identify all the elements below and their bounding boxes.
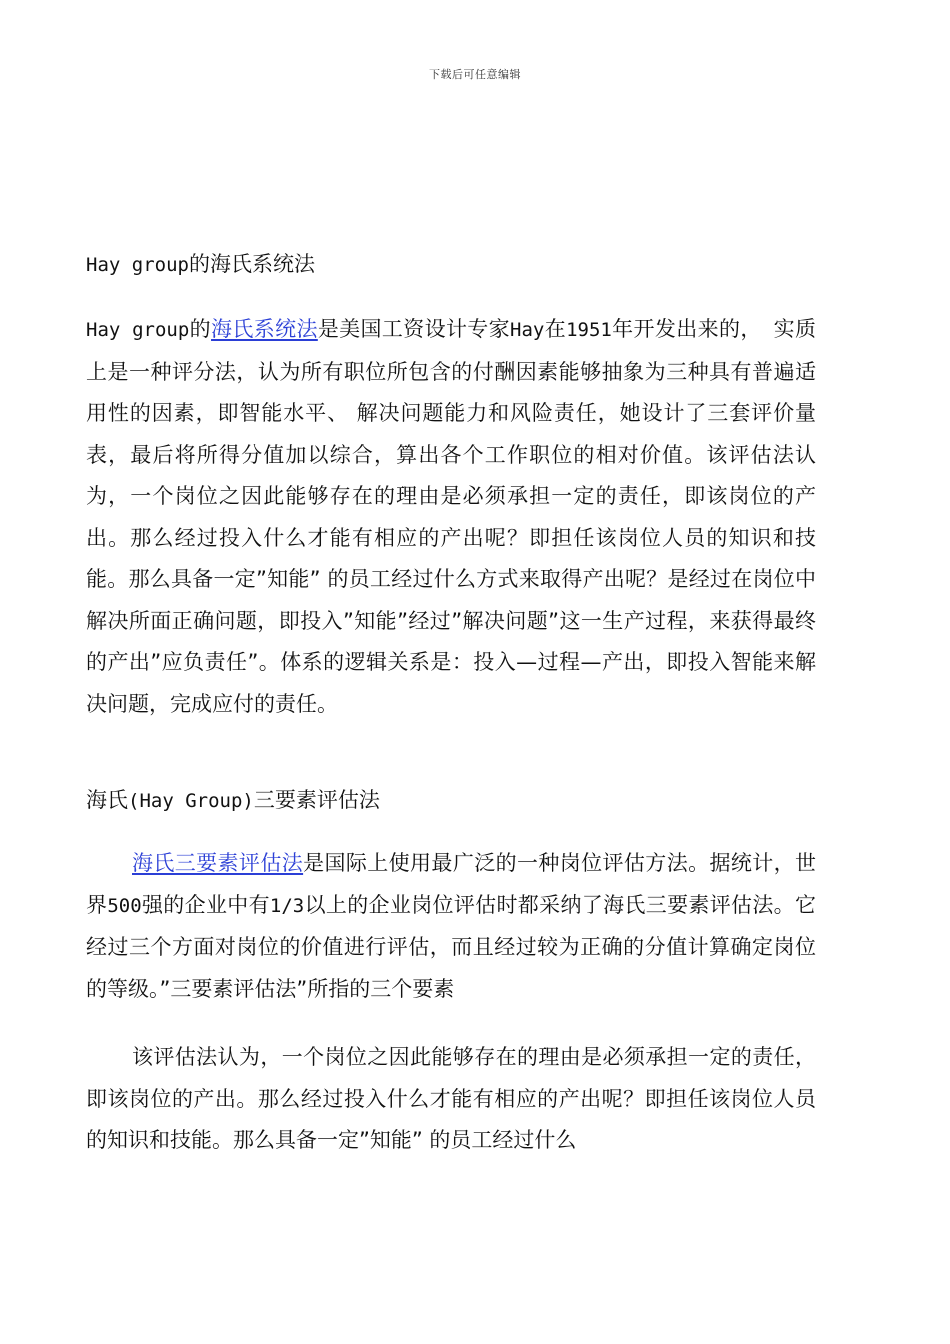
section-heading-hay-system — [86, 244, 816, 285]
para-latin-prefix: Hay group — [86, 319, 190, 341]
para-text-segment: 强的企业中有 — [141, 892, 270, 917]
heading-cn-text: 海氏 — [86, 788, 128, 812]
para-text-segment: 以上的企业岗位评估时都采纳了海氏三要素评估法。它经过三个方面对岗位的价值进行评估，而且经过较为正确的分值计算确定岗位的等级。”三要素评估法”所指的三个要素 — [86, 892, 817, 1001]
para-cn-prefix: 的 — [189, 317, 212, 341]
para-text-segment: 是国际上使用最广泛的一种岗位评估方法。据统计，世界 — [86, 851, 817, 917]
para-text-segment: 在 — [544, 317, 567, 341]
paragraph-hay-system — [86, 309, 816, 725]
para-number: 1/3 — [269, 894, 305, 917]
para-year: 1951 — [566, 319, 612, 341]
paragraph-three-factor-logic — [86, 1037, 816, 1162]
para-text-segment: 是美国工资设计专家 — [317, 317, 511, 341]
heading-cn-text: 三要素评估法 — [253, 788, 380, 812]
heading-cn-text: 的海氏系统法 — [188, 252, 315, 276]
paragraph-three-factor-intro — [86, 843, 816, 1010]
para-hay-name: Hay — [510, 319, 545, 341]
three-factor-method-link[interactable]: 海氏三要素评估法 — [132, 851, 304, 875]
heading-latin-text: (Hay Group) — [128, 790, 254, 812]
heading-latin-text: Hay group — [86, 254, 189, 276]
para-body-text: 该评估法认为，一个岗位之因此能够存在的理由是必须承担一定的责任，即该岗位的产出。那么经过投入什么才能有相应的产出呢？即担任该岗位人员的知识和技能。那么具备一定”知能” 的员工经过什么 — [86, 1045, 816, 1152]
section-heading-three-factor — [86, 780, 816, 821]
para-text-segment: 年开发出来的， — [611, 317, 762, 341]
hay-system-link[interactable]: 海氏系统法 — [211, 317, 318, 341]
page-header-note: 下载后可任意编辑 — [429, 68, 521, 81]
para-body-text: 实质上是一种评分法，认为所有职位所包含的付酬因素能够抽象为三种具有普遍适用性的因素，即智能水平、 解决问题能力和风险责任，她设计了三套评价量表，最后将所得分值加以综合，算出各个工作职位的相对价值。该评估法认为，一个岗位之因此能够存在的理由是必须承担一定的责任，即该岗位的产出。那么经过投入什么才能有相应的产出呢？即担任该岗位人员的知识和技能。那么具备一定”知能” 的员工经过什么方式来取得产出呢？是经过在岗位中解决所面正确问题，即投入”知能”经过”解决问题”这一生产过程，来获得最终的产出”应负责任”。体系的逻辑关系是：投入—过程—产出，即投入智能来解决问题，完成应付的责任。 — [86, 317, 817, 716]
para-number: 500 — [107, 894, 142, 917]
document-body — [86, 244, 816, 1162]
